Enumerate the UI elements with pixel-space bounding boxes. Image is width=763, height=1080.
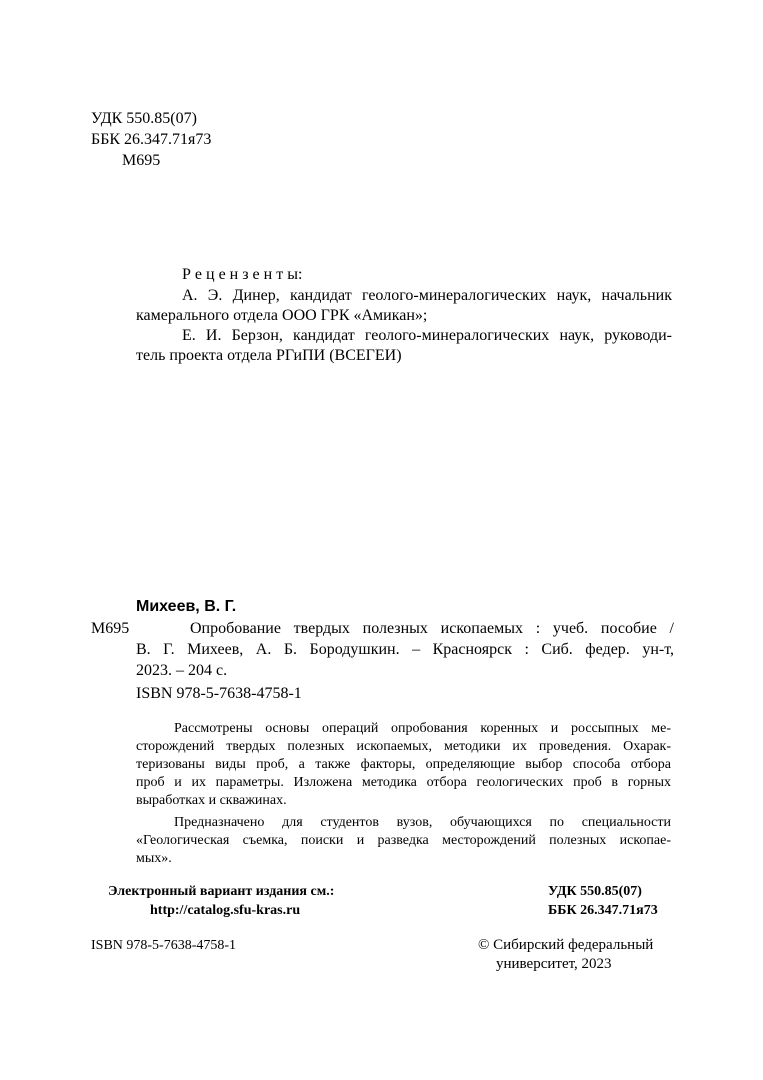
bib-code: М695 [91,620,130,637]
bib-isbn: ISBN 978-5-7638-4758-1 [136,685,302,702]
abstract-p1-line-2: сторождений твердых полезных ископаемых, методики их проведения. Охарак- [136,739,671,754]
reviewer-2-line-2: тель проекта отдела РГиПИ (ВСЕГЕИ) [136,347,402,364]
reviewers-heading: Р е ц е н з е н т ы: [182,266,303,283]
footer-udk: УДК 550.85(07) [548,884,642,899]
copyright-line-1: © Сибирский федеральный [478,937,654,953]
edition-url[interactable]: http://catalog.sfu-kras.ru [150,903,301,918]
edition-label: Электронный вариант издания см.: [108,884,335,899]
bib-line-1: Опробование твердых полезных ископаемых : учеб. пособие / [190,620,674,637]
bbk-code: ББК 26.347.71я73 [91,131,212,148]
abstract-p2-line-3: мых». [136,851,172,866]
abstract-p1-line-5: выработках и скважинах. [136,793,287,808]
footer-bbk: ББК 26.347.71я73 [548,903,658,918]
abstract-p2-line-2: «Геологическая съемка, поиски и разведка месторождений полезных ископае- [136,833,671,848]
abstract-p1-line-4: проб и их параметры. Изложена методика отбора геологических проб в горных [136,775,671,790]
copyright-line-2: университет, 2023 [496,956,612,972]
reviewer-2-line-1: Е. И. Берзон, кандидат геолого-минералогических наук, руководи- [182,327,672,344]
reviewer-1-line-2: камерального отдела ООО ГРК «Амикан»; [136,307,428,324]
author-sign-code: М695 [122,152,161,169]
abstract-p1-line-1: Рассмотрены основы операций опробования коренных и россыпных ме- [174,721,671,736]
bib-line-2: В. Г. Михеев, А. Б. Бородушкин. – Красноярск : Сиб. федер. ун-т, [136,641,674,658]
udk-code: УДК 550.85(07) [91,110,197,127]
bib-line-3: 2023. – 204 с. [136,662,228,679]
reviewer-1-line-1: А. Э. Динер, кандидат геолого-минералогических наук, начальник [182,287,672,304]
abstract-p1-line-3: теризованы виды проб, а также факторы, определяющие выбор способа отбора [136,757,671,772]
footer-isbn: ISBN 978-5-7638-4758-1 [91,938,237,953]
bib-author: Михеев, В. Г. [136,598,237,615]
abstract-p2-line-1: Предназначено для студентов вузов, обучающихся по специальности [174,815,671,830]
